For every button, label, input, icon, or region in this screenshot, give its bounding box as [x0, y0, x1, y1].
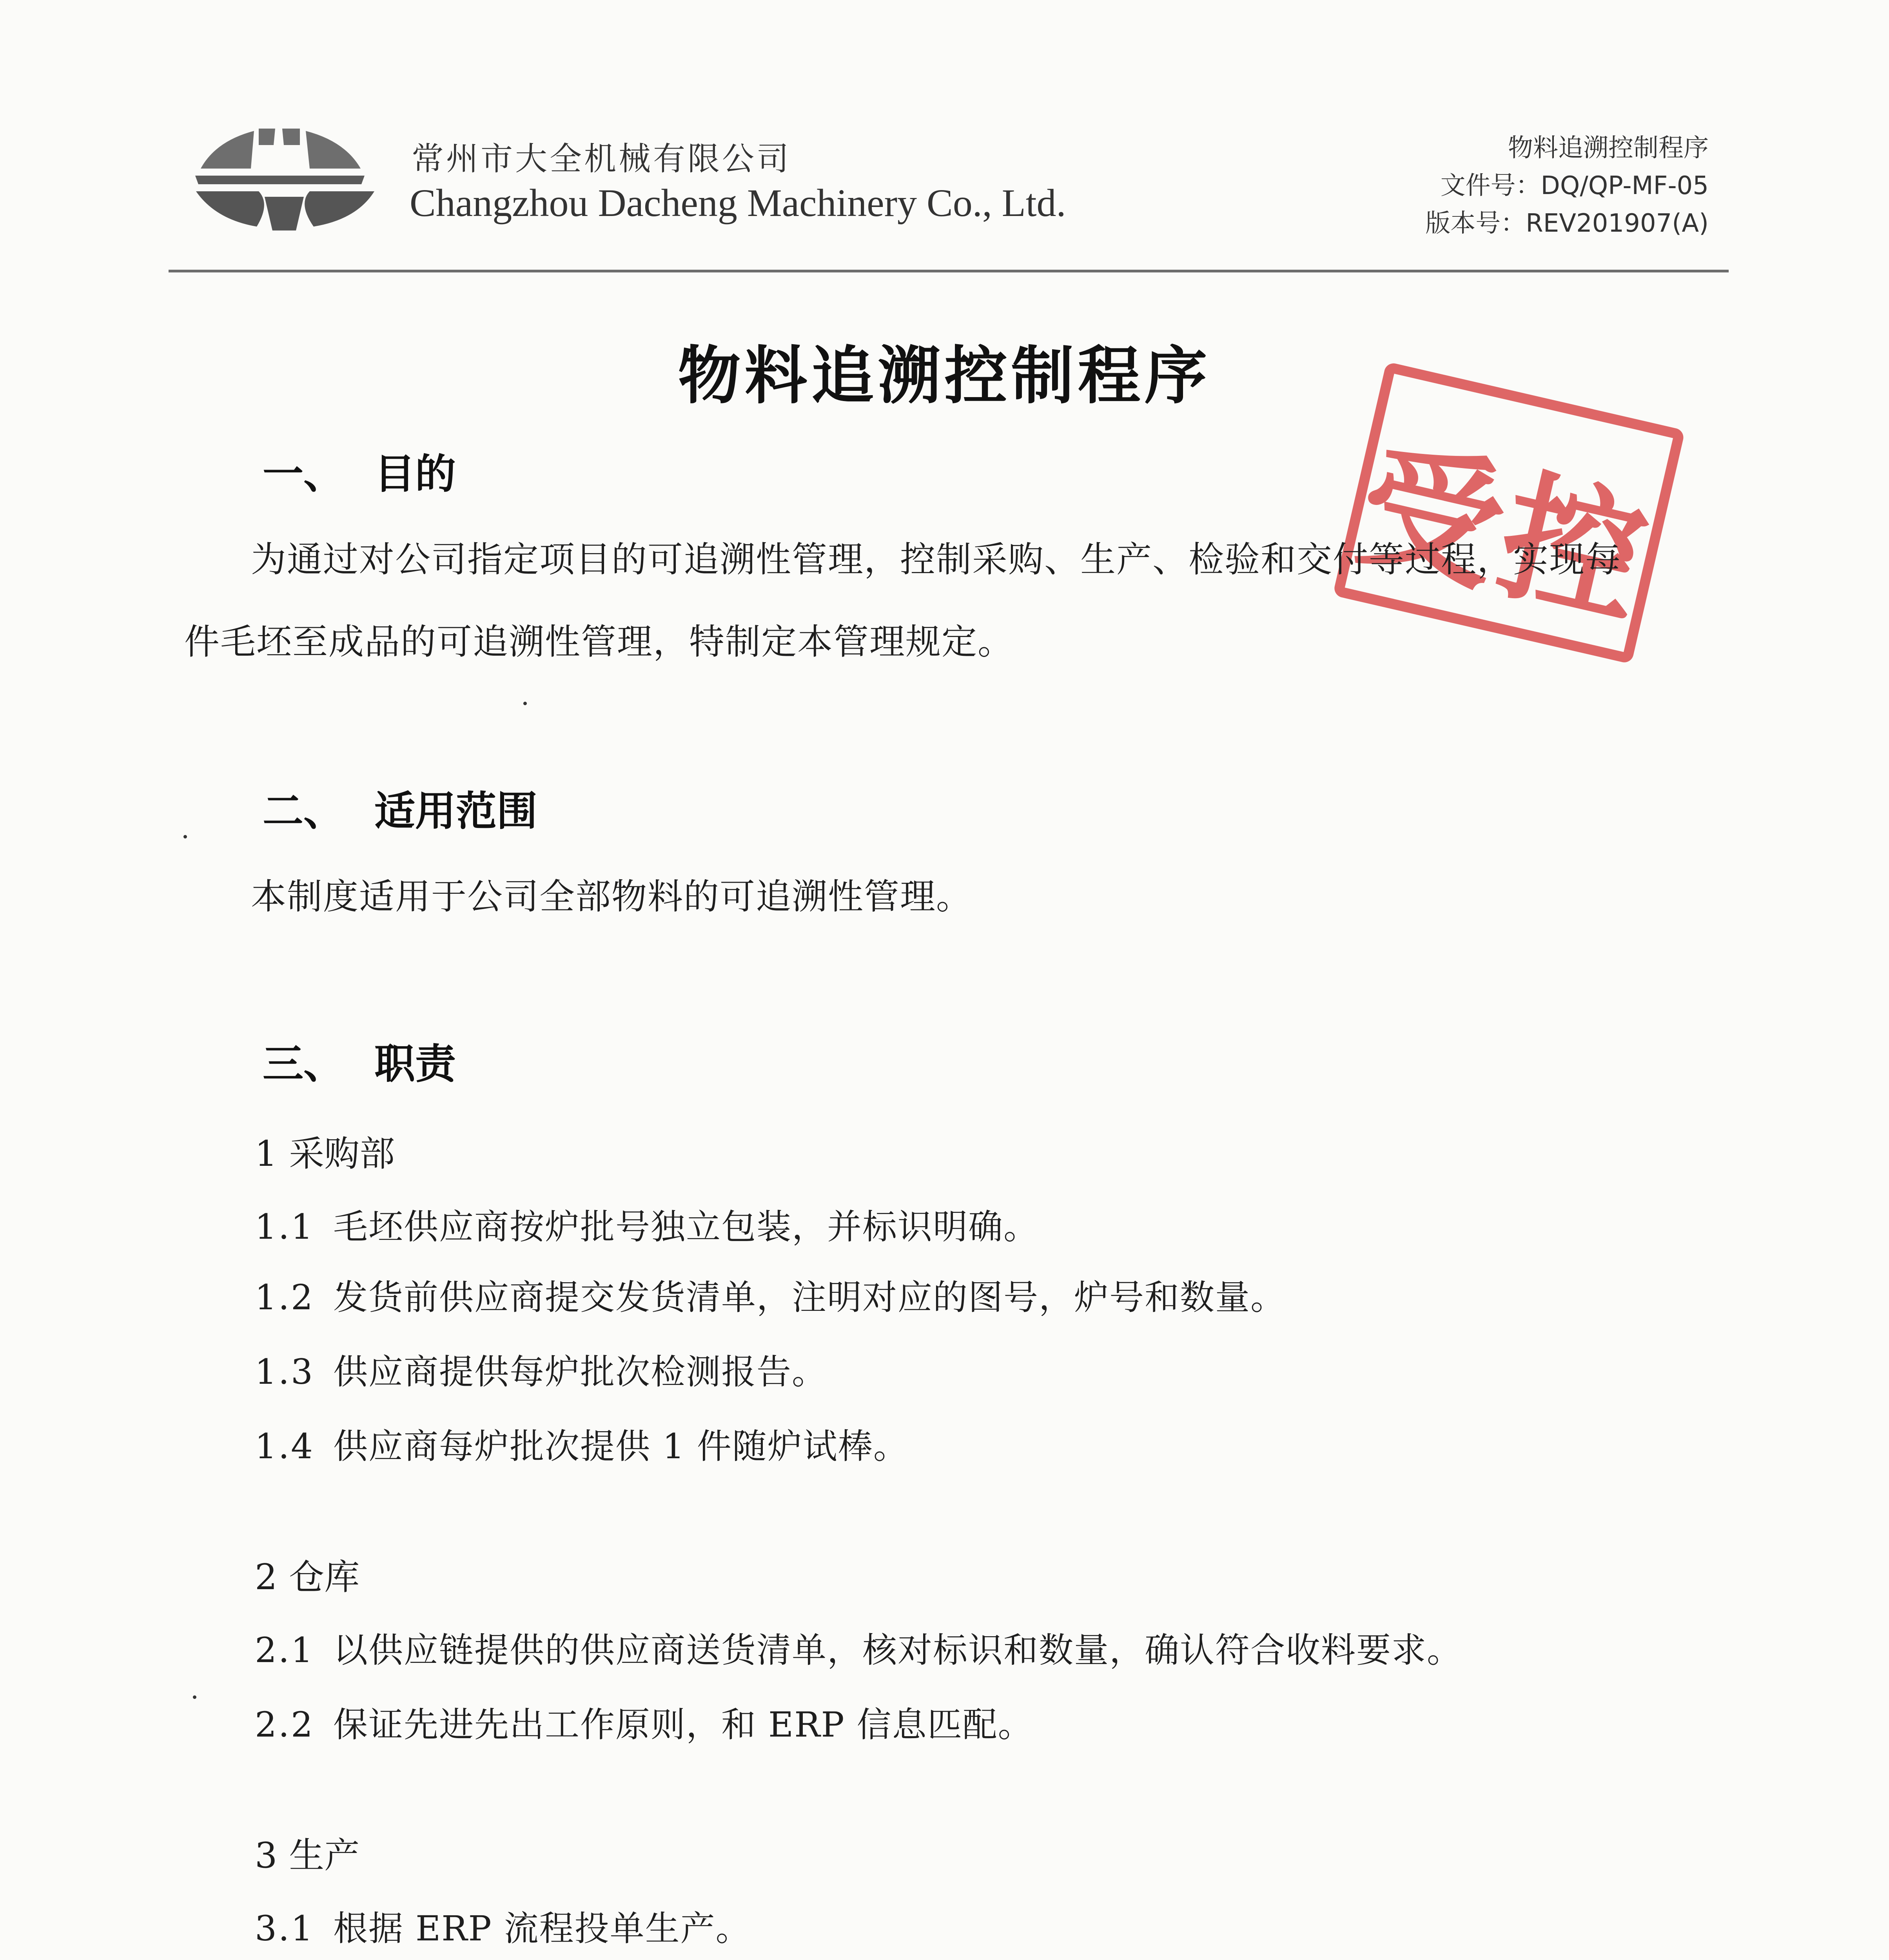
duty-item — [255, 1270, 1286, 1319]
item-text: 保证先进先出工作原则，和 ERP 信息匹配。 — [333, 1704, 1033, 1745]
purpose-line-2: 件毛坯至成品的可追溯性管理，特制定本管理规定。 — [184, 621, 1014, 662]
scan-speck — [183, 835, 187, 838]
doc-file-number: 文件号：DQ/QP-MF-05 — [1440, 171, 1709, 200]
group-number: 1 — [255, 1133, 278, 1174]
scan-speck — [523, 702, 527, 705]
group-title: 仓库 — [289, 1557, 360, 1598]
duty-item — [255, 1419, 909, 1468]
duty-item — [255, 1901, 751, 1951]
item-number: 1.4 — [255, 1426, 314, 1466]
item-number: 1.1 — [255, 1207, 314, 1247]
duty-group-purchasing — [255, 1125, 395, 1176]
item-number: 2.2 — [255, 1704, 314, 1745]
section-heading-scope — [263, 778, 537, 837]
item-text: 供应商每炉批次提供 1 件随炉试棒。 — [333, 1426, 909, 1466]
duty-item — [255, 1697, 1033, 1747]
duty-item — [255, 1345, 827, 1394]
item-text: 以供应链提供的供应商送货清单，核对标识和数量，确认符合收料要求。 — [333, 1630, 1463, 1670]
section-title: 目的 — [374, 450, 456, 498]
section-title: 职责 — [374, 1040, 456, 1088]
duty-group-production — [255, 1827, 359, 1878]
page-title: 物料追溯控制程序 — [678, 339, 1211, 412]
document-meta — [1425, 129, 1709, 242]
scan-speck — [193, 1695, 196, 1699]
section-number: 三、 — [263, 1040, 345, 1088]
duty-item — [255, 1200, 1039, 1249]
duty-group-warehouse — [255, 1548, 359, 1599]
company-name-cn: 常州市大全机械有限公司 — [412, 140, 791, 178]
section-title: 适用范围 — [374, 787, 538, 835]
header-divider — [169, 270, 1729, 272]
group-title: 采购部 — [289, 1133, 395, 1174]
item-number: 1.2 — [255, 1277, 314, 1318]
group-title: 生产 — [289, 1835, 360, 1876]
duty-item — [255, 1623, 1462, 1672]
section-number: 二、 — [263, 787, 345, 835]
item-text: 供应商提供每炉批次检测报告。 — [333, 1352, 827, 1392]
doc-version-number: 版本号：REV201907(A) — [1425, 209, 1709, 238]
company-name-en: Changzhou Dacheng Machinery Co., Ltd. — [410, 181, 1066, 225]
company-logo-icon — [192, 125, 380, 239]
item-text: 发货前供应商提交发货清单，注明对应的图号，炉号和数量。 — [333, 1277, 1286, 1318]
purpose-line-1: 为通过对公司指定项目的可追溯性管理，控制采购、生产、检验和交付等过程，实现每 — [251, 539, 1621, 580]
section-number: 一、 — [263, 450, 345, 498]
item-text: 毛坯供应商按炉批号独立包装，并标识明确。 — [333, 1207, 1039, 1247]
item-number: 1.3 — [255, 1352, 314, 1392]
doc-meta-title: 物料追溯控制程序 — [1508, 134, 1709, 163]
section-heading-purpose — [263, 441, 456, 500]
group-number: 2 — [255, 1557, 278, 1598]
group-number: 3 — [255, 1835, 278, 1876]
item-number: 3.1 — [255, 1908, 314, 1949]
stamp-text: 受控 — [1344, 420, 1664, 646]
item-text: 根据 ERP 流程投单生产。 — [333, 1908, 751, 1949]
item-number: 2.1 — [255, 1630, 314, 1670]
scope-text: 本制度适用于公司全部物料的可追溯性管理。 — [251, 876, 972, 917]
section-heading-duties — [263, 1031, 456, 1090]
